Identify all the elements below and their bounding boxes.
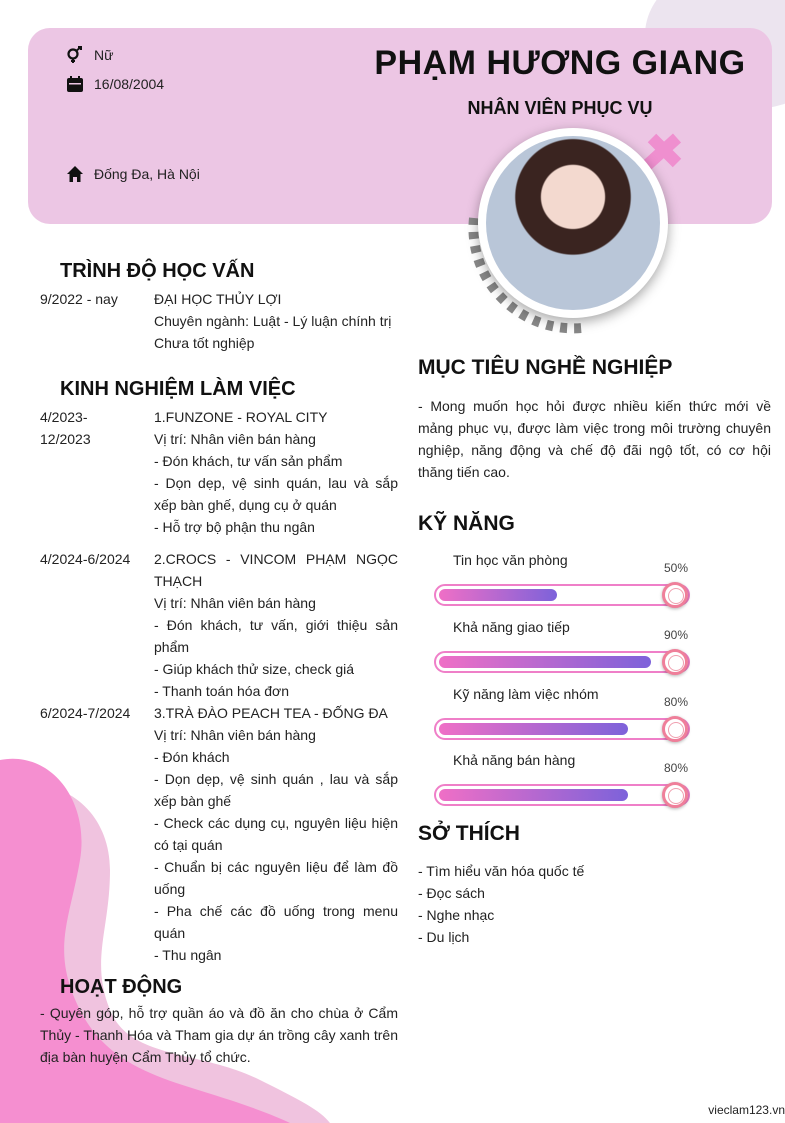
skill-knob bbox=[662, 582, 688, 608]
job-line: - Chuẩn bị các nguyên liệu để làm đồ uống bbox=[154, 859, 398, 897]
skill-label: Kỹ năng làm việc nhóm bbox=[453, 686, 599, 702]
hobby-item: - Tìm hiểu văn hóa quốc tế bbox=[418, 863, 585, 879]
job-period: 4/2024-6/2024 bbox=[40, 551, 131, 567]
hobbies-title: SỞ THÍCH bbox=[418, 822, 520, 845]
job-line: - Giúp khách thử size, check giá bbox=[154, 661, 355, 677]
activities-text: - Quyên góp, hỗ trợ quần áo và đồ ăn cho chùa ở Cẩm Thủy - Thanh Hóa và Tham gia dự án trồng cây xanh trên địa bàn huyện Cẩm Thủy tổ chức. bbox=[40, 1005, 398, 1065]
skill-percent: 50% bbox=[664, 561, 689, 575]
hobby-item: - Đọc sách bbox=[418, 885, 485, 901]
objective-text: - Mong muốn học hỏi được nhiều kiến thức mới về mảng phục vụ, được làm việc trong môi trường chuyên nghiệp, năng động và chế độ đãi ngộ tốt, có cơ hội thăng tiến cao. bbox=[418, 398, 771, 480]
birthdate-text: 16/08/2004 bbox=[94, 76, 165, 92]
skill-bar bbox=[434, 651, 690, 673]
profile-photo bbox=[478, 128, 668, 318]
education-major: Chuyên ngành: Luật - Lý luận chính trị bbox=[154, 313, 392, 329]
education-period: 9/2022 - nay bbox=[40, 291, 118, 307]
skill-label: Tin học văn phòng bbox=[453, 552, 568, 568]
skill-bar-fill bbox=[439, 723, 628, 735]
calendar-icon bbox=[66, 75, 84, 93]
education-details bbox=[154, 288, 398, 354]
hobby-item: - Nghe nhạc bbox=[418, 907, 495, 923]
job-company: 3.TRÀ ĐÀO PEACH TEA - ĐỐNG ĐA bbox=[154, 705, 388, 721]
skill-bar-fill bbox=[439, 789, 628, 801]
activities-title: HOẠT ĐỘNG bbox=[60, 976, 183, 998]
education-title: TRÌNH ĐỘ HỌC VẤN bbox=[60, 260, 255, 282]
job-line: - Dọn dẹp, vệ sinh quán, lau và sắp xếp bàn ghế, dụng cụ ở quán bbox=[154, 475, 398, 513]
job-period-line: 12/2023 bbox=[40, 431, 91, 447]
full-name: PHẠM HƯƠNG GIANG bbox=[374, 44, 746, 82]
skill-bar bbox=[434, 784, 690, 806]
home-icon bbox=[66, 165, 84, 183]
address-text: Đống Đa, Hà Nội bbox=[94, 166, 200, 182]
skill-knob bbox=[662, 716, 688, 742]
job-line: - Thanh toán hóa đơn bbox=[154, 683, 290, 699]
job-period-line: 4/2023- bbox=[40, 409, 88, 425]
skill-knob bbox=[662, 782, 688, 808]
job-line: - Đón khách bbox=[154, 749, 230, 765]
hobby-item: - Du lịch bbox=[418, 929, 470, 945]
skill-percent: 90% bbox=[664, 628, 689, 642]
hobbies-list bbox=[418, 860, 584, 948]
skill-percent: 80% bbox=[664, 695, 689, 709]
job-line: - Đón khách, tư vấn, giới thiệu sản phẩm bbox=[154, 617, 398, 655]
gender-text: Nữ bbox=[94, 47, 114, 63]
job-line: Vị trí: Nhân viên bán hàng bbox=[154, 727, 316, 743]
job-company: 1.FUNZONE - ROYAL CITY bbox=[154, 409, 328, 425]
skill-knob bbox=[662, 649, 688, 675]
job-details bbox=[154, 548, 398, 702]
skill-percent: 80% bbox=[664, 761, 689, 775]
job-period: 6/2024-7/2024 bbox=[40, 705, 131, 721]
skill-bar-fill bbox=[439, 656, 651, 668]
job-company: 2.CROCS - VINCOM PHẠM NGỌC THẠCH bbox=[154, 551, 398, 589]
skill-label: Khả năng giao tiếp bbox=[453, 619, 570, 635]
profile-photo-image bbox=[486, 136, 660, 310]
footer-brand: vieclam123.vn bbox=[708, 1103, 785, 1117]
job-line: - Thu ngân bbox=[154, 947, 222, 963]
skill-label: Khả năng bán hàng bbox=[453, 752, 576, 768]
skill-bar bbox=[434, 584, 690, 606]
education-status: Chưa tốt nghiệp bbox=[154, 335, 255, 351]
job-line: - Đón khách, tư vấn sản phẩm bbox=[154, 453, 343, 469]
job-title: NHÂN VIÊN PHỤC VỤ bbox=[467, 98, 653, 118]
job-details bbox=[154, 702, 398, 966]
contact-gender bbox=[66, 46, 113, 64]
job-line: - Hỗ trợ bộ phận thu ngân bbox=[154, 519, 315, 535]
contact-birthdate bbox=[66, 75, 164, 93]
job-line: - Pha chế các đồ uống trong menu quán bbox=[154, 903, 398, 941]
skill-bar bbox=[434, 718, 690, 740]
experience-title: KINH NGHIỆM LÀM VIỆC bbox=[60, 378, 296, 400]
gender-icon bbox=[66, 46, 84, 64]
contact-address bbox=[66, 165, 200, 183]
job-line: Vị trí: Nhân viên bán hàng bbox=[154, 595, 316, 611]
education-school: ĐẠI HỌC THỦY LỢI bbox=[154, 291, 282, 307]
skill-bar-fill bbox=[439, 589, 557, 601]
objective-title: MỤC TIÊU NGHỀ NGHIỆP bbox=[418, 356, 673, 379]
skills-title: KỸ NĂNG bbox=[418, 512, 515, 535]
job-line: - Dọn dẹp, vệ sinh quán , lau và sắp xếp bàn ghế bbox=[154, 771, 398, 809]
job-period bbox=[40, 406, 91, 450]
job-line: Vị trí: Nhân viên bán hàng bbox=[154, 431, 316, 447]
job-line: - Check các dụng cụ, nguyên liệu hiện có tại quán bbox=[154, 815, 398, 853]
job-details bbox=[154, 406, 398, 538]
